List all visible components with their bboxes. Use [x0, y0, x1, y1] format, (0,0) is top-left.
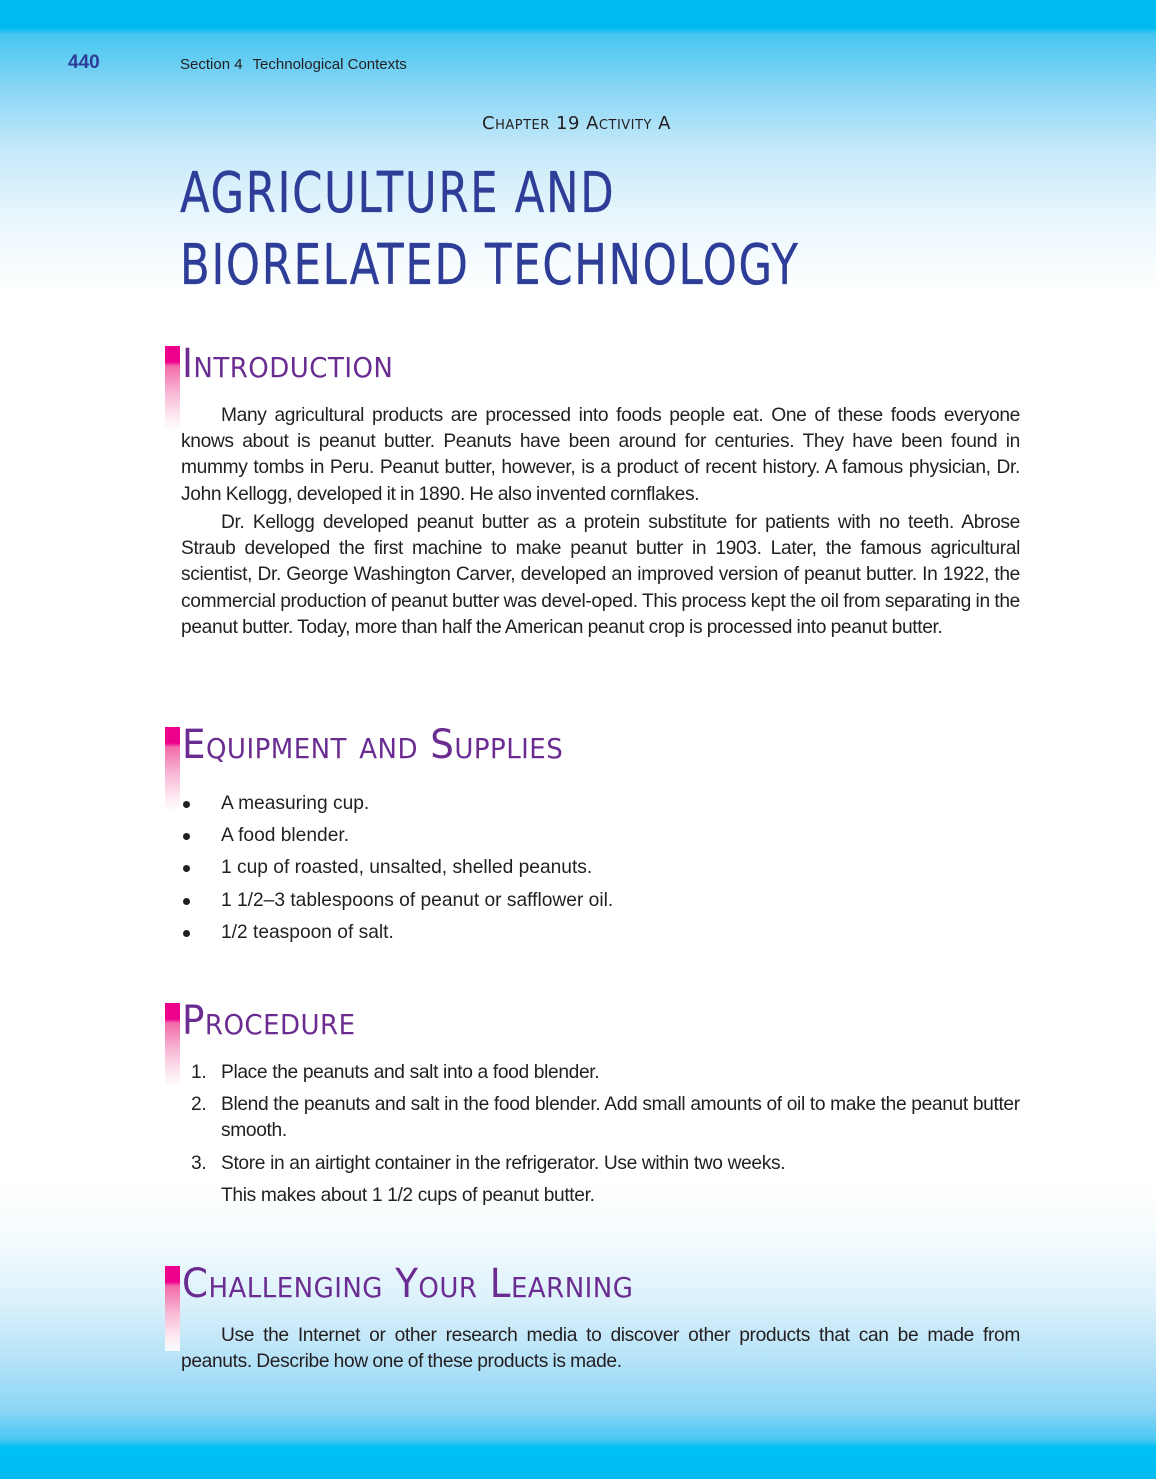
- chapter-label: Chapter 19 Activity A: [482, 113, 671, 134]
- list-item: A measuring cup.: [181, 788, 613, 820]
- equipment-heading: Equipment and Supplies: [165, 723, 592, 767]
- procedure-steps: [181, 1060, 1020, 1209]
- list-item: A food blender.: [181, 820, 613, 852]
- list-item: 1/2 teaspoon of salt.: [181, 917, 613, 949]
- introduction-heading: Introduction: [165, 342, 409, 386]
- procedure-step: 2. Blend the peanuts and salt in the food blender. Add small amounts of oil to make the peanut butter smooth.: [191, 1094, 1020, 1142]
- accent-bar: [165, 346, 180, 431]
- challenge-heading: Challenging Your Learning: [165, 1262, 667, 1306]
- accent-bar: [165, 1266, 180, 1351]
- bullet-icon: [183, 801, 190, 808]
- bullet-icon: [183, 898, 190, 905]
- bullet-icon: [183, 865, 190, 872]
- equipment-list: [181, 788, 613, 949]
- list-item: 1 cup of roasted, unsalted, shelled peanuts.: [181, 852, 613, 884]
- list-item: 1 1/2–3 tablespoons of peanut or safflower oil.: [181, 885, 613, 917]
- title-line-1: AGRICULTURE AND: [180, 161, 616, 226]
- page-number: 440: [68, 52, 100, 73]
- introduction-paragraph-1: Many agricultural products are processed into foods people eat. One of these foods everyone knows about is peanut butter. Peanuts have been around for centuries. They have been found in mummy tombs in Peru. Peanut butter, however, is a product of recent history. A famous physician, Dr. John Kellogg, developed it in 1890. He also invented cornflakes.: [181, 405, 1020, 505]
- bullet-icon: [183, 833, 190, 840]
- procedure-step: 1. Place the peanuts and salt into a food blender.: [191, 1062, 600, 1083]
- yield-note: This makes about 1 1/2 cups of peanut butter.: [221, 1184, 595, 1206]
- bullet-icon: [183, 930, 190, 937]
- section-number: Section 4: [180, 56, 243, 73]
- procedure-heading: Procedure: [165, 999, 369, 1043]
- accent-bar: [165, 727, 180, 812]
- procedure-step: 3. Store in an airtight container in the refrigerator. Use within two weeks.: [191, 1152, 786, 1174]
- section-title: Technological Contexts: [252, 56, 407, 73]
- page-title: [180, 158, 800, 302]
- running-head: [180, 56, 407, 73]
- accent-bar: [165, 1003, 180, 1088]
- title-line-2: BIORELATED TECHNOLOGY: [180, 233, 800, 298]
- challenge-paragraph: Use the Internet or other research media to discover other products that can be made from peanuts. Describe how one of these products is made.: [181, 1325, 1020, 1373]
- introduction-paragraph-2: Dr. Kellogg developed peanut butter as a protein substitute for patients with no teeth. Abrose Straub developed the first machine to make peanut butter in 1903. Later, the famous agricultural scientist, Dr. George Washington Carver, developed an improved version of peanut butter. In 1922, the commercial production of peanut butter was devel-oped. This process kept the oil from separating in the peanut butter. Today, more than half the American peanut crop is processed into peanut butter.: [181, 512, 1020, 638]
